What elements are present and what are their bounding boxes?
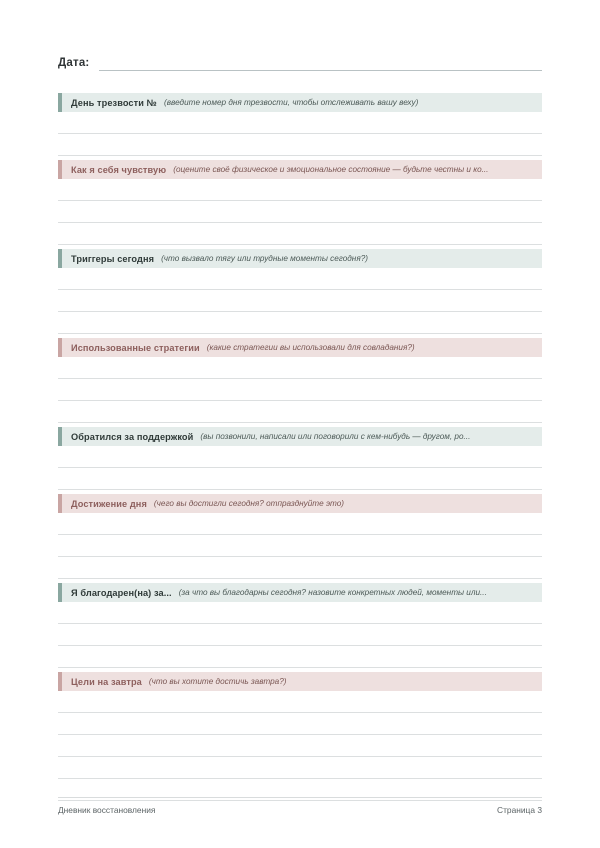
section-writing-lines (58, 513, 542, 579)
section-hint: (что вы хотите достичь завтра?) (148, 677, 287, 686)
writing-line[interactable] (58, 713, 542, 735)
section-writing-lines (58, 179, 542, 245)
writing-line[interactable] (58, 357, 542, 379)
journal-section (58, 160, 542, 245)
section-header (58, 672, 542, 691)
writing-line[interactable] (58, 312, 542, 334)
journal-section (58, 93, 542, 156)
section-header (58, 494, 542, 513)
section-header-body (62, 249, 542, 268)
section-header (58, 249, 542, 268)
section-writing-lines (58, 602, 542, 668)
writing-line[interactable] (58, 401, 542, 423)
journal-section (58, 249, 542, 334)
section-header-body (62, 494, 542, 513)
section-hint: (чего вы достигли сегодня? отпразднуйте это) (153, 499, 344, 508)
section-header (58, 427, 542, 446)
section-header (58, 583, 542, 602)
writing-line[interactable] (58, 268, 542, 290)
writing-line[interactable] (58, 201, 542, 223)
section-hint: (вы позвонили, написали или поговорили с кем-нибудь — другом, ро... (200, 432, 471, 441)
section-writing-lines (58, 691, 542, 801)
section-header (58, 93, 542, 112)
writing-line[interactable] (58, 468, 542, 490)
writing-line[interactable] (58, 691, 542, 713)
page-footer (58, 797, 542, 815)
section-header (58, 160, 542, 179)
section-title: День трезвости № (71, 97, 157, 108)
section-header-body (62, 93, 542, 112)
writing-line[interactable] (58, 290, 542, 312)
writing-line[interactable] (58, 223, 542, 245)
journal-section (58, 672, 542, 801)
section-writing-lines (58, 357, 542, 423)
section-title: Использованные стратегии (71, 342, 200, 353)
section-title: Достижение дня (71, 498, 147, 509)
journal-section (58, 583, 542, 668)
writing-line[interactable] (58, 735, 542, 757)
section-header (58, 338, 542, 357)
writing-line[interactable] (58, 112, 542, 134)
writing-line[interactable] (58, 757, 542, 779)
writing-line[interactable] (58, 513, 542, 535)
section-header-body (62, 427, 542, 446)
writing-line[interactable] (58, 379, 542, 401)
date-label: Дата: (58, 57, 90, 69)
journal-section (58, 427, 542, 490)
section-header-body (62, 338, 542, 357)
section-writing-lines (58, 112, 542, 156)
sections-container (58, 93, 542, 801)
footer-left-text: Дневник восстановления (58, 805, 156, 815)
section-title: Как я себя чувствую (71, 164, 167, 175)
writing-line[interactable] (58, 602, 542, 624)
section-title: Обратился за поддержкой (71, 431, 194, 442)
section-title: Я благодарен(на) за... (71, 587, 172, 598)
writing-line[interactable] (58, 179, 542, 201)
writing-line[interactable] (58, 446, 542, 468)
section-hint: (за что вы благодарны сегодня? назовите конкретных людей, моменты или... (178, 588, 487, 597)
writing-line[interactable] (58, 624, 542, 646)
footer-page-number: Страница 3 (497, 805, 542, 815)
writing-line[interactable] (58, 646, 542, 668)
journal-section (58, 338, 542, 423)
writing-line[interactable] (58, 535, 542, 557)
section-header-body (62, 160, 542, 179)
section-title: Цели на завтра (71, 676, 142, 687)
writing-line[interactable] (58, 134, 542, 156)
section-hint: (введите номер дня трезвости, чтобы отслеживать вашу веху) (163, 98, 419, 107)
section-hint: (что вызвало тягу или трудные моменты сегодня?) (161, 254, 368, 263)
section-header-body (62, 583, 542, 602)
journal-section (58, 494, 542, 579)
section-hint: (оцените своё физическое и эмоциональное состояние — будьте честны и ко... (173, 165, 489, 174)
section-writing-lines (58, 268, 542, 334)
date-row (58, 56, 542, 71)
section-title: Триггеры сегодня (71, 253, 155, 264)
date-input-line[interactable] (99, 56, 542, 71)
section-header-body (62, 672, 542, 691)
section-hint: (какие стратегии вы использовали для совладания?) (206, 343, 415, 352)
writing-line[interactable] (58, 557, 542, 579)
section-writing-lines (58, 446, 542, 490)
